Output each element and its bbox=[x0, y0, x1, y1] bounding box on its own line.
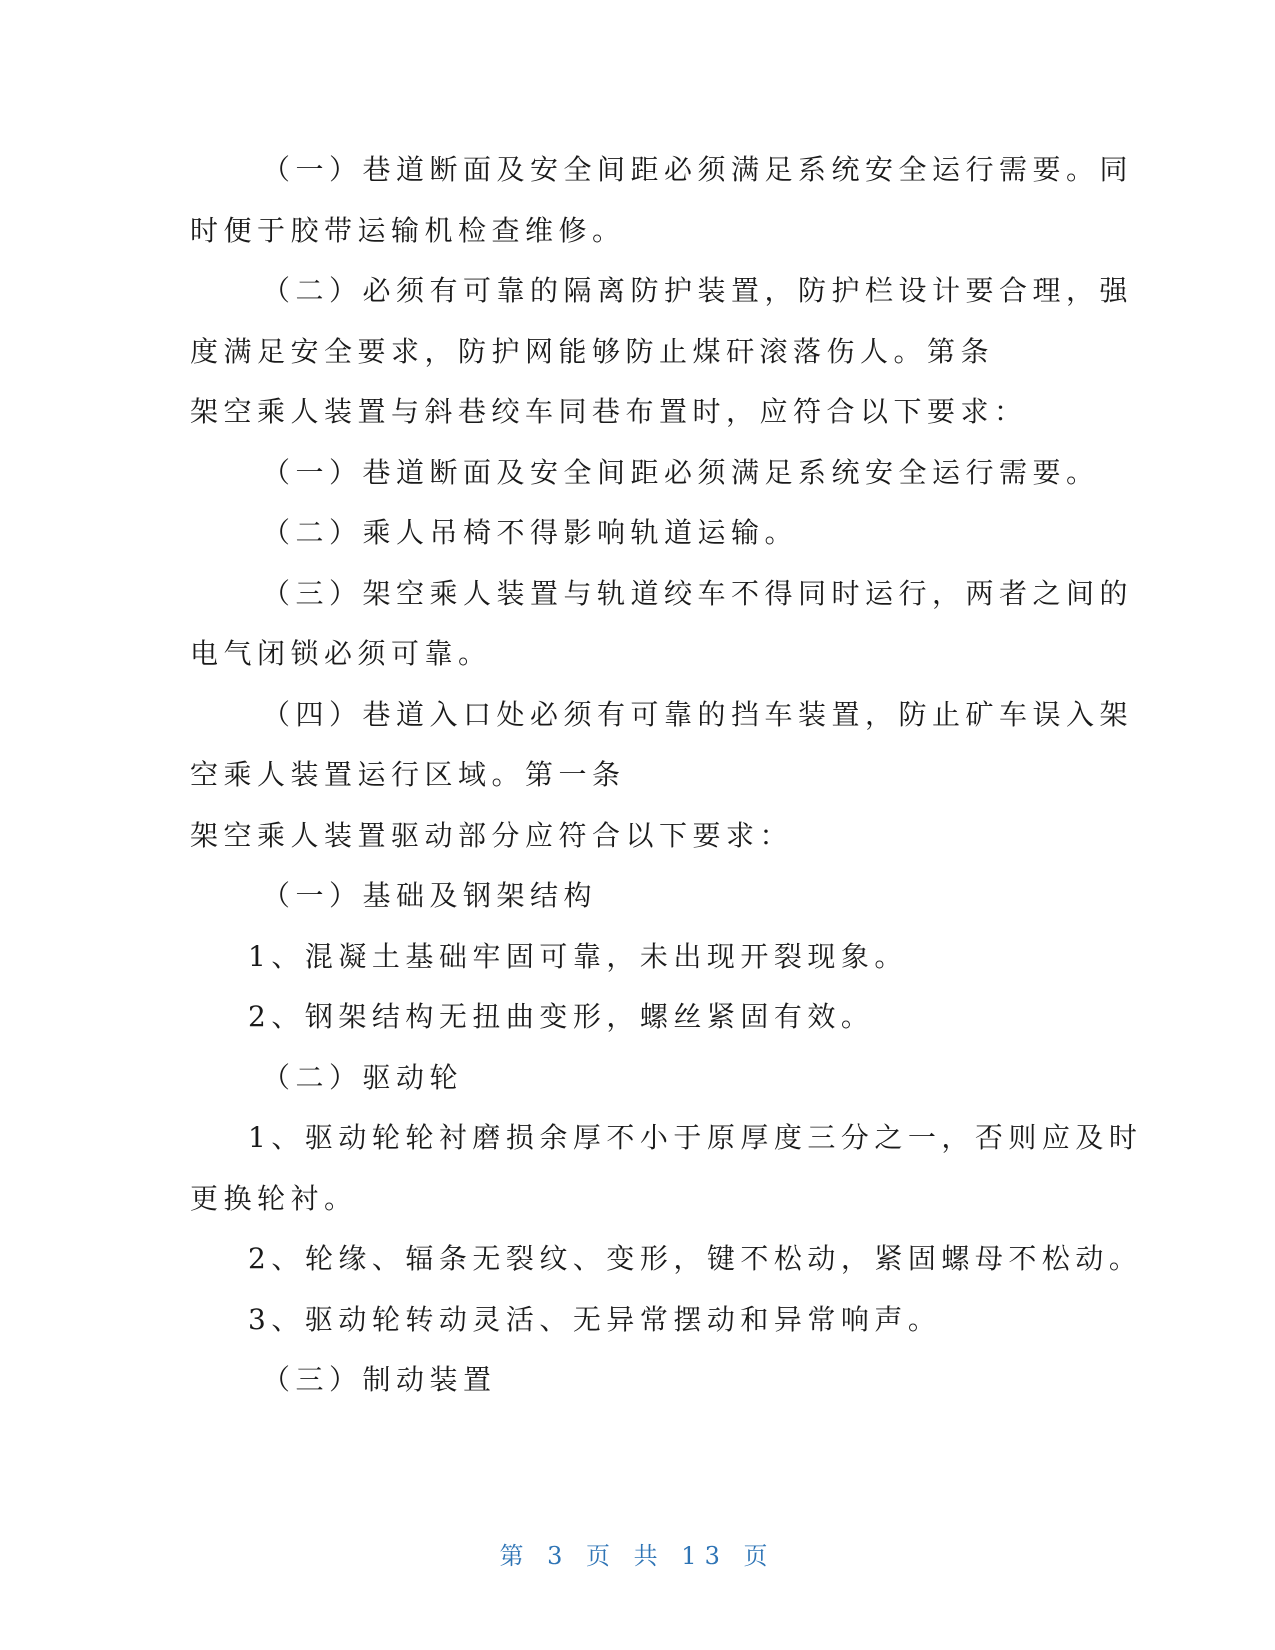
page-number-footer: 第 3 页 共 13 页 bbox=[499, 1542, 776, 1570]
paragraph-line: （一）巷道断面及安全间距必须满足系统安全运行需要。 bbox=[262, 455, 1100, 489]
paragraph-line: （四）巷道入口处必须有可靠的挡车装置，防止矿车误入架 bbox=[262, 697, 1134, 731]
paragraph-line: 空乘人装置运行区域。第一条 bbox=[190, 758, 626, 791]
paragraph-line: （二）乘人吊椅不得影响轨道运输。 bbox=[262, 516, 799, 549]
list-item: 1、混凝土基础牢固可靠，未出现开裂现象。 bbox=[248, 939, 908, 973]
paragraph-line: （一）巷道断面及安全间距必须满足系统安全运行需要。同 bbox=[262, 153, 1134, 186]
section-heading: （一）基础及钢架结构 bbox=[262, 879, 598, 912]
section-heading: （二）驱动轮 bbox=[262, 1060, 464, 1094]
paragraph-line: 时便于胶带运输机检查维修。 bbox=[190, 213, 626, 247]
paragraph-line: 架空乘人装置与斜巷绞车同巷布置时，应符合以下要求： bbox=[190, 395, 1028, 428]
list-item: 1、驱动轮轮衬磨损余厚不小于原厚度三分之一，否则应及时 bbox=[248, 1121, 1143, 1154]
paragraph-line: 更换轮衬。 bbox=[190, 1181, 358, 1215]
list-item: 3、驱动轮转动灵活、无异常摆动和异常响声。 bbox=[248, 1302, 942, 1336]
paragraph-line: （三）架空乘人装置与轨道绞车不得同时运行，两者之间的 bbox=[262, 576, 1134, 610]
paragraph-line: 架空乘人装置驱动部分应符合以下要求： bbox=[190, 818, 794, 852]
list-item: 2、钢架结构无扭曲变形，螺丝紧固有效。 bbox=[248, 1000, 875, 1033]
document-body bbox=[190, 140, 1143, 1411]
section-heading: （三）制动装置 bbox=[262, 1363, 497, 1396]
paragraph-line: （二）必须有可靠的隔离防护装置，防护栏设计要合理，强 bbox=[262, 274, 1134, 307]
paragraph-line: 电气闭锁必须可靠。 bbox=[190, 637, 492, 670]
list-item: 2、轮缘、辐条无裂纹、变形，键不松动，紧固螺母不松动。 bbox=[248, 1242, 1143, 1275]
paragraph-line: 度满足安全要求，防护网能够防止煤矸滚落伤人。第条 bbox=[190, 334, 995, 368]
